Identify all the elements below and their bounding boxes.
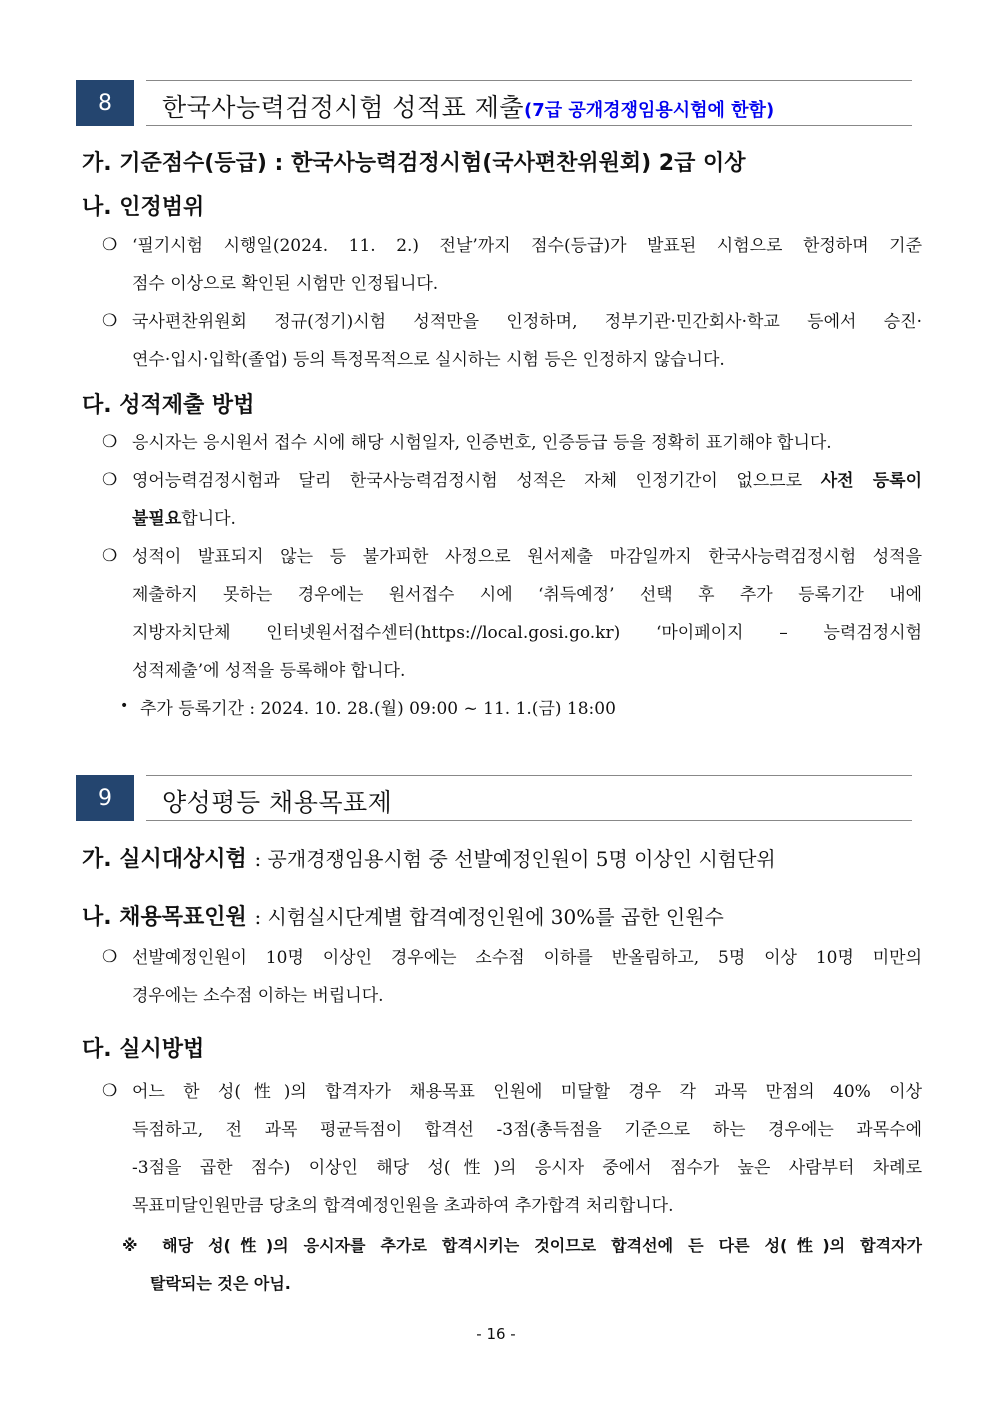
section-9-ga-heading (82, 842, 776, 873)
section-8-da-item2-line1 (132, 470, 922, 492)
section-9-ga-text: : 공개경쟁임용시험 중 선발예정인원이 5명 이상인 시험단위 (254, 847, 776, 871)
section-9-na-item-line1: 선발예정인원이 10명 이상인 경우에는 소수점 이하를 반올림하고, 5명 이상 10명 미만의 (132, 948, 922, 968)
section-9-na-label: 나. 채용목표인원 (82, 905, 247, 930)
circle-bullet-icon: ❍ (102, 432, 118, 452)
section-8-da-item3-line4: 성적제출’에 성적을 등록해야 합니다. (132, 661, 406, 681)
page-number: - 16 - (476, 1325, 516, 1343)
section-8-da-item2-bold2: 불필요 (132, 509, 182, 529)
section-9-da-item-line1: 어느 한 성(性)의 합격자가 채용목표 인원에 미달할 경우 각 과목 만점의 40% 이상 (132, 1082, 922, 1102)
section-8-da-item2-pre: 영어능력검정시험과 달리 한국사능력검정시험 성적은 자체 인정기간이 없으므로 (132, 471, 821, 491)
section-8-bottom-rule (146, 125, 912, 126)
circle-bullet-icon: ❍ (102, 1081, 118, 1101)
dot-bullet-icon: • (120, 698, 129, 714)
section-8-da-item3-line3: 지방자치단체 인터넷원서접수센터(https://local.gosi.go.kr) ‘마이페이지 – 능력검정시험 (132, 623, 922, 643)
section-8-na-item1-line2: 점수 이상으로 확인된 시험만 인정됩니다. (132, 274, 439, 294)
section-9-na-item-line2: 경우에는 소수점 이하는 버립니다. (132, 986, 384, 1006)
section-8-da-item2-bold1: 사전 등록이 (820, 471, 922, 491)
section-8-title-note: (7급 공개경쟁임용시험에 한함) (524, 100, 775, 121)
section-9-da-item-line2: 득점하고, 전 과목 평균득점이 합격선 -3점(총득점을 기준으로 하는 경우에는 과목수에 (132, 1120, 922, 1140)
section-8-da-heading: 다. 성적제출 방법 (82, 393, 255, 418)
section-9-na-heading (82, 900, 724, 931)
section-8-da-item2-line2 (132, 508, 236, 530)
section-9-title: 양성평등 채용목표제 (162, 788, 393, 817)
section-9-top-rule (146, 775, 912, 776)
circle-bullet-icon: ❍ (102, 470, 118, 490)
section-8-da-item3-line2: 제출하지 못하는 경우에는 원서접수 시에 ‘취득예정’ 선택 후 추가 등록기간 내에 (132, 585, 922, 605)
section-8-da-item3-line1: 성적이 발표되지 않는 등 불가피한 사정으로 원서제출 마감일까지 한국사능력검정시험 성적을 (132, 547, 922, 567)
section-9-da-heading: 다. 실시방법 (82, 1037, 205, 1062)
section-8-title (162, 88, 774, 124)
section-9-da-notice-line2: 탈락되는 것은 아님. (150, 1274, 291, 1293)
section-8-da-item1: 응시자는 응시원서 접수 시에 해당 시험일자, 인증번호, 인증등급 등을 정확히 표기해야 합니다. (132, 433, 832, 453)
section-8-ga-heading: 가. 기준점수(등급) : 한국사능력검정시험(국사편찬위원회) 2급 이상 (82, 151, 746, 176)
circle-bullet-icon: ❍ (102, 546, 118, 566)
section-8-number: 8 (76, 80, 134, 126)
section-9-da-item-line4: 목표미달인원만큼 당초의 합격예정인원을 초과하여 추가합격 처리합니다. (132, 1196, 674, 1216)
section-9-ga-label: 가. 실시대상시험 (82, 847, 247, 872)
circle-bullet-icon: ❍ (102, 947, 118, 967)
section-8-top-rule (146, 80, 912, 81)
section-9-bottom-rule (146, 820, 912, 821)
circle-bullet-icon: ❍ (102, 235, 118, 255)
section-8-na-heading: 나. 인정범위 (82, 195, 205, 220)
section-8-na-item2-line1: 국사편찬위원회 정규(정기)시험 성적만을 인정하며, 정부기관·민간회사·학교 등에서 승진· (132, 312, 922, 332)
section-9-number: 9 (76, 775, 134, 821)
section-9-da-notice-line1: ※ 해당 성(性)의 응시자를 추가로 합격시키는 것이므로 합격선에 든 다른 성(性)의 합격자가 (122, 1236, 922, 1255)
section-9-na-text: : 시험실시단계별 합격예정인원에 30%를 곱한 인원수 (254, 905, 724, 929)
section-8-da-sub-bullet: 추가 등록기간 : 2024. 10. 28.(월) 09:00 ~ 11. 1.(금) 18:00 (140, 699, 616, 719)
section-9-da-item-line3: -3점을 곱한 점수) 이상인 해당 성(性)의 응시자 중에서 점수가 높은 사람부터 차례로 (132, 1158, 922, 1178)
section-8-na-item1-line1: ‘필기시험 시행일(2024. 11. 2.) 전날’까지 점수(등급)가 발표된 시험으로 한정하며 기준 (132, 236, 922, 256)
circle-bullet-icon: ❍ (102, 311, 118, 331)
section-8-title-text: 한국사능력검정시험 성적표 제출 (162, 93, 524, 122)
section-8-na-item2-line2: 연수·입시·입학(졸업) 등의 특정목적으로 실시하는 시험 등은 인정하지 않습니다. (132, 350, 725, 370)
section-8-da-item2-post: 합니다. (181, 509, 236, 529)
